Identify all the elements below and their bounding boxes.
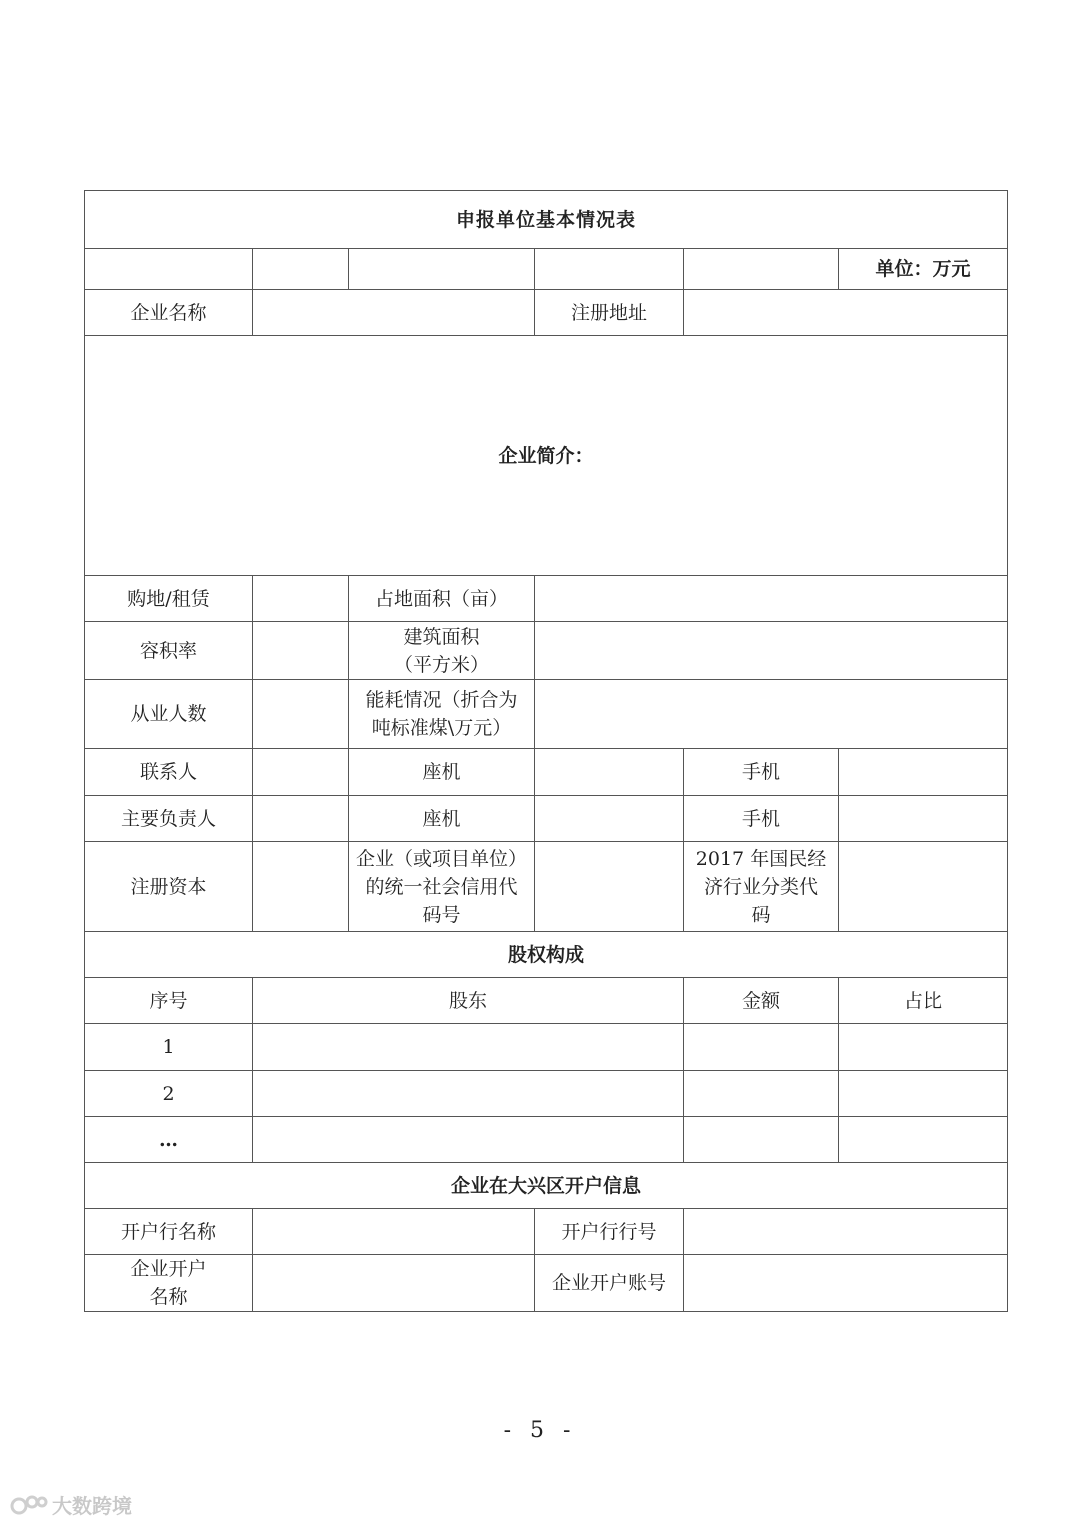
principal-landline-label: 座机 — [349, 796, 535, 842]
land-area-label: 占地面积（亩） — [349, 576, 535, 622]
blank-cell[interactable] — [684, 249, 839, 290]
credit-code-label-line1: 企业（或项目单位） — [355, 847, 527, 870]
building-area-label — [349, 622, 535, 680]
account-name-label-line1: 企业开户 — [130, 1258, 207, 1280]
principal-label: 主要负责人 — [85, 796, 253, 842]
blank-cell[interactable] — [349, 249, 535, 290]
equity-amount-field[interactable] — [684, 1071, 839, 1117]
bank-name-field[interactable] — [253, 1209, 535, 1255]
account-name-label-line2: 名称 — [149, 1286, 188, 1308]
industry-code-label — [684, 842, 839, 932]
company-intro-field[interactable] — [85, 336, 1008, 576]
company-name-field[interactable] — [253, 290, 535, 336]
equity-heading: 股权构成 — [85, 932, 1008, 978]
industry-code-label-line2: 济行业分类代 — [703, 875, 818, 898]
watermark — [10, 1490, 132, 1519]
equity-amount-field[interactable] — [684, 1117, 839, 1163]
equity-ratio-field[interactable] — [839, 1071, 1008, 1117]
equity-shareholder-field[interactable] — [253, 1071, 684, 1117]
blank-cell[interactable] — [253, 249, 349, 290]
equity-row-no: 2 — [85, 1071, 253, 1117]
equity-row-no: 1 — [85, 1024, 253, 1071]
equity-col-amount: 金额 — [684, 978, 839, 1024]
reg-capital-label: 注册资本 — [85, 842, 253, 932]
energy-label-line2: 吨标准煤\万元） — [371, 717, 512, 739]
equity-ratio-field[interactable] — [839, 1117, 1008, 1163]
credit-code-field[interactable] — [535, 842, 684, 932]
bank-no-label: 开户行行号 — [535, 1209, 684, 1255]
watermark-text: 大数跨境 — [52, 1494, 132, 1518]
building-area-label-line1: 建筑面积 — [403, 625, 480, 648]
bank-no-field[interactable] — [684, 1209, 1008, 1255]
bank-heading: 企业在大兴区开户信息 — [85, 1163, 1008, 1209]
application-form-table — [84, 190, 1008, 1312]
form-title: 申报单位基本情况表 — [85, 191, 1008, 249]
table-row — [85, 1071, 1008, 1117]
energy-label-line1: 能耗情况（折合为 — [365, 689, 518, 711]
equity-col-no: 序号 — [85, 978, 253, 1024]
land-area-field[interactable] — [535, 576, 1008, 622]
plot-ratio-field[interactable] — [253, 622, 349, 680]
energy-label — [349, 680, 535, 749]
principal-field[interactable] — [253, 796, 349, 842]
principal-landline-field[interactable] — [535, 796, 684, 842]
credit-code-label-line3: 码号 — [422, 903, 461, 926]
energy-field[interactable] — [535, 680, 1008, 749]
contact-field[interactable] — [253, 749, 349, 796]
purchase-lease-field[interactable] — [253, 576, 349, 622]
contact-landline-label: 座机 — [349, 749, 535, 796]
contact-mobile-field[interactable] — [839, 749, 1008, 796]
blank-cell[interactable] — [85, 249, 253, 290]
equity-row-no: … — [85, 1117, 253, 1163]
company-intro-label: 企业简介： — [498, 444, 594, 467]
industry-code-label-line3: 码 — [751, 903, 771, 926]
employees-label: 从业人数 — [85, 680, 253, 749]
reg-address-label: 注册地址 — [535, 290, 684, 336]
reg-capital-field[interactable] — [253, 842, 349, 932]
account-name-label — [85, 1255, 253, 1312]
equity-ratio-field[interactable] — [839, 1024, 1008, 1071]
industry-code-label-line1: 2017 年国民经 — [695, 847, 827, 870]
contact-landline-field[interactable] — [535, 749, 684, 796]
blank-cell[interactable] — [535, 249, 684, 290]
table-row — [85, 1117, 1008, 1163]
account-no-label: 企业开户账号 — [535, 1255, 684, 1312]
principal-mobile-field[interactable] — [839, 796, 1008, 842]
table-row — [85, 1024, 1008, 1071]
building-area-label-line2: （平方米） — [393, 653, 489, 676]
building-area-field[interactable] — [535, 622, 1008, 680]
watermark-logo-icon — [10, 1494, 48, 1516]
bank-name-label: 开户行名称 — [85, 1209, 253, 1255]
equity-col-shareholder: 股东 — [253, 978, 684, 1024]
equity-shareholder-field[interactable] — [253, 1117, 684, 1163]
account-name-field[interactable] — [253, 1255, 535, 1312]
principal-mobile-label: 手机 — [684, 796, 839, 842]
equity-amount-field[interactable] — [684, 1024, 839, 1071]
reg-address-field[interactable] — [684, 290, 1008, 336]
plot-ratio-label: 容积率 — [85, 622, 253, 680]
credit-code-label-line2: 的统一社会信用代 — [365, 875, 518, 898]
industry-code-field[interactable] — [839, 842, 1008, 932]
equity-shareholder-field[interactable] — [253, 1024, 684, 1071]
account-no-field[interactable] — [684, 1255, 1008, 1312]
company-name-label: 企业名称 — [85, 290, 253, 336]
page-number: - 5 - — [503, 1418, 577, 1443]
purchase-lease-label: 购地/租赁 — [85, 576, 253, 622]
contact-label: 联系人 — [85, 749, 253, 796]
unit-label: 单位：万元 — [839, 249, 1008, 290]
employees-field[interactable] — [253, 680, 349, 749]
contact-mobile-label: 手机 — [684, 749, 839, 796]
credit-code-label — [349, 842, 535, 932]
equity-col-ratio: 占比 — [839, 978, 1008, 1024]
